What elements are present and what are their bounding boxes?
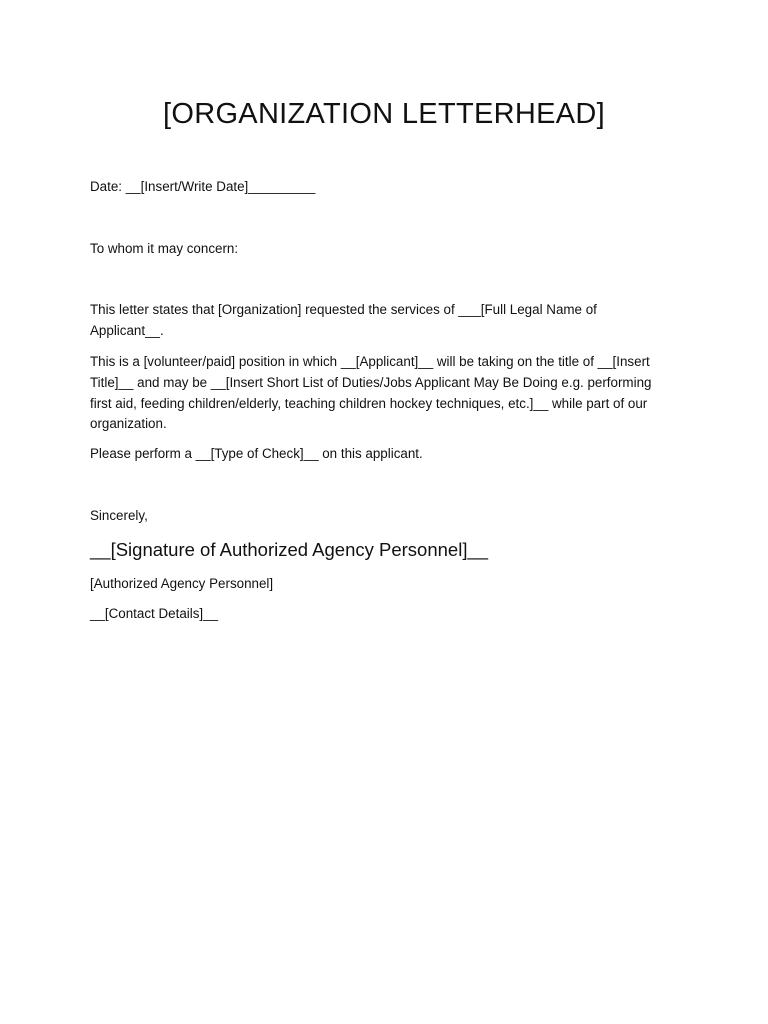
paragraph-position: This is a [volunteer/paid] position in which __[Applicant]__ will be taking on the title of __[Insert Title]__ and may be __[Insert Short List of Duties/Jobs Applicant May Be Doing e.g. performing first aid, feeding children/elderly, teaching children hockey techniques, etc.]__ while part of our organization. [90,354,652,432]
closing: Sincerely, [90,508,148,523]
paragraph-check-request: Please perform a __[Type of Check]__ on this applicant. [90,446,423,461]
paragraph-request: This letter states that [Organization] requested the services of ___[Full Legal Name of Applicant__. [90,302,597,338]
signature-line: __[Signature of Authorized Agency Personnel]__ [90,539,489,560]
contact-details-line: __[Contact Details]__ [90,606,219,621]
letterhead-title: [ORGANIZATION LETTERHEAD] [162,98,605,130]
personnel-line: [Authorized Agency Personnel] [90,576,274,591]
date-line: Date: __[Insert/Write Date]_________ [90,179,316,194]
salutation: To whom it may concern: [90,241,239,256]
